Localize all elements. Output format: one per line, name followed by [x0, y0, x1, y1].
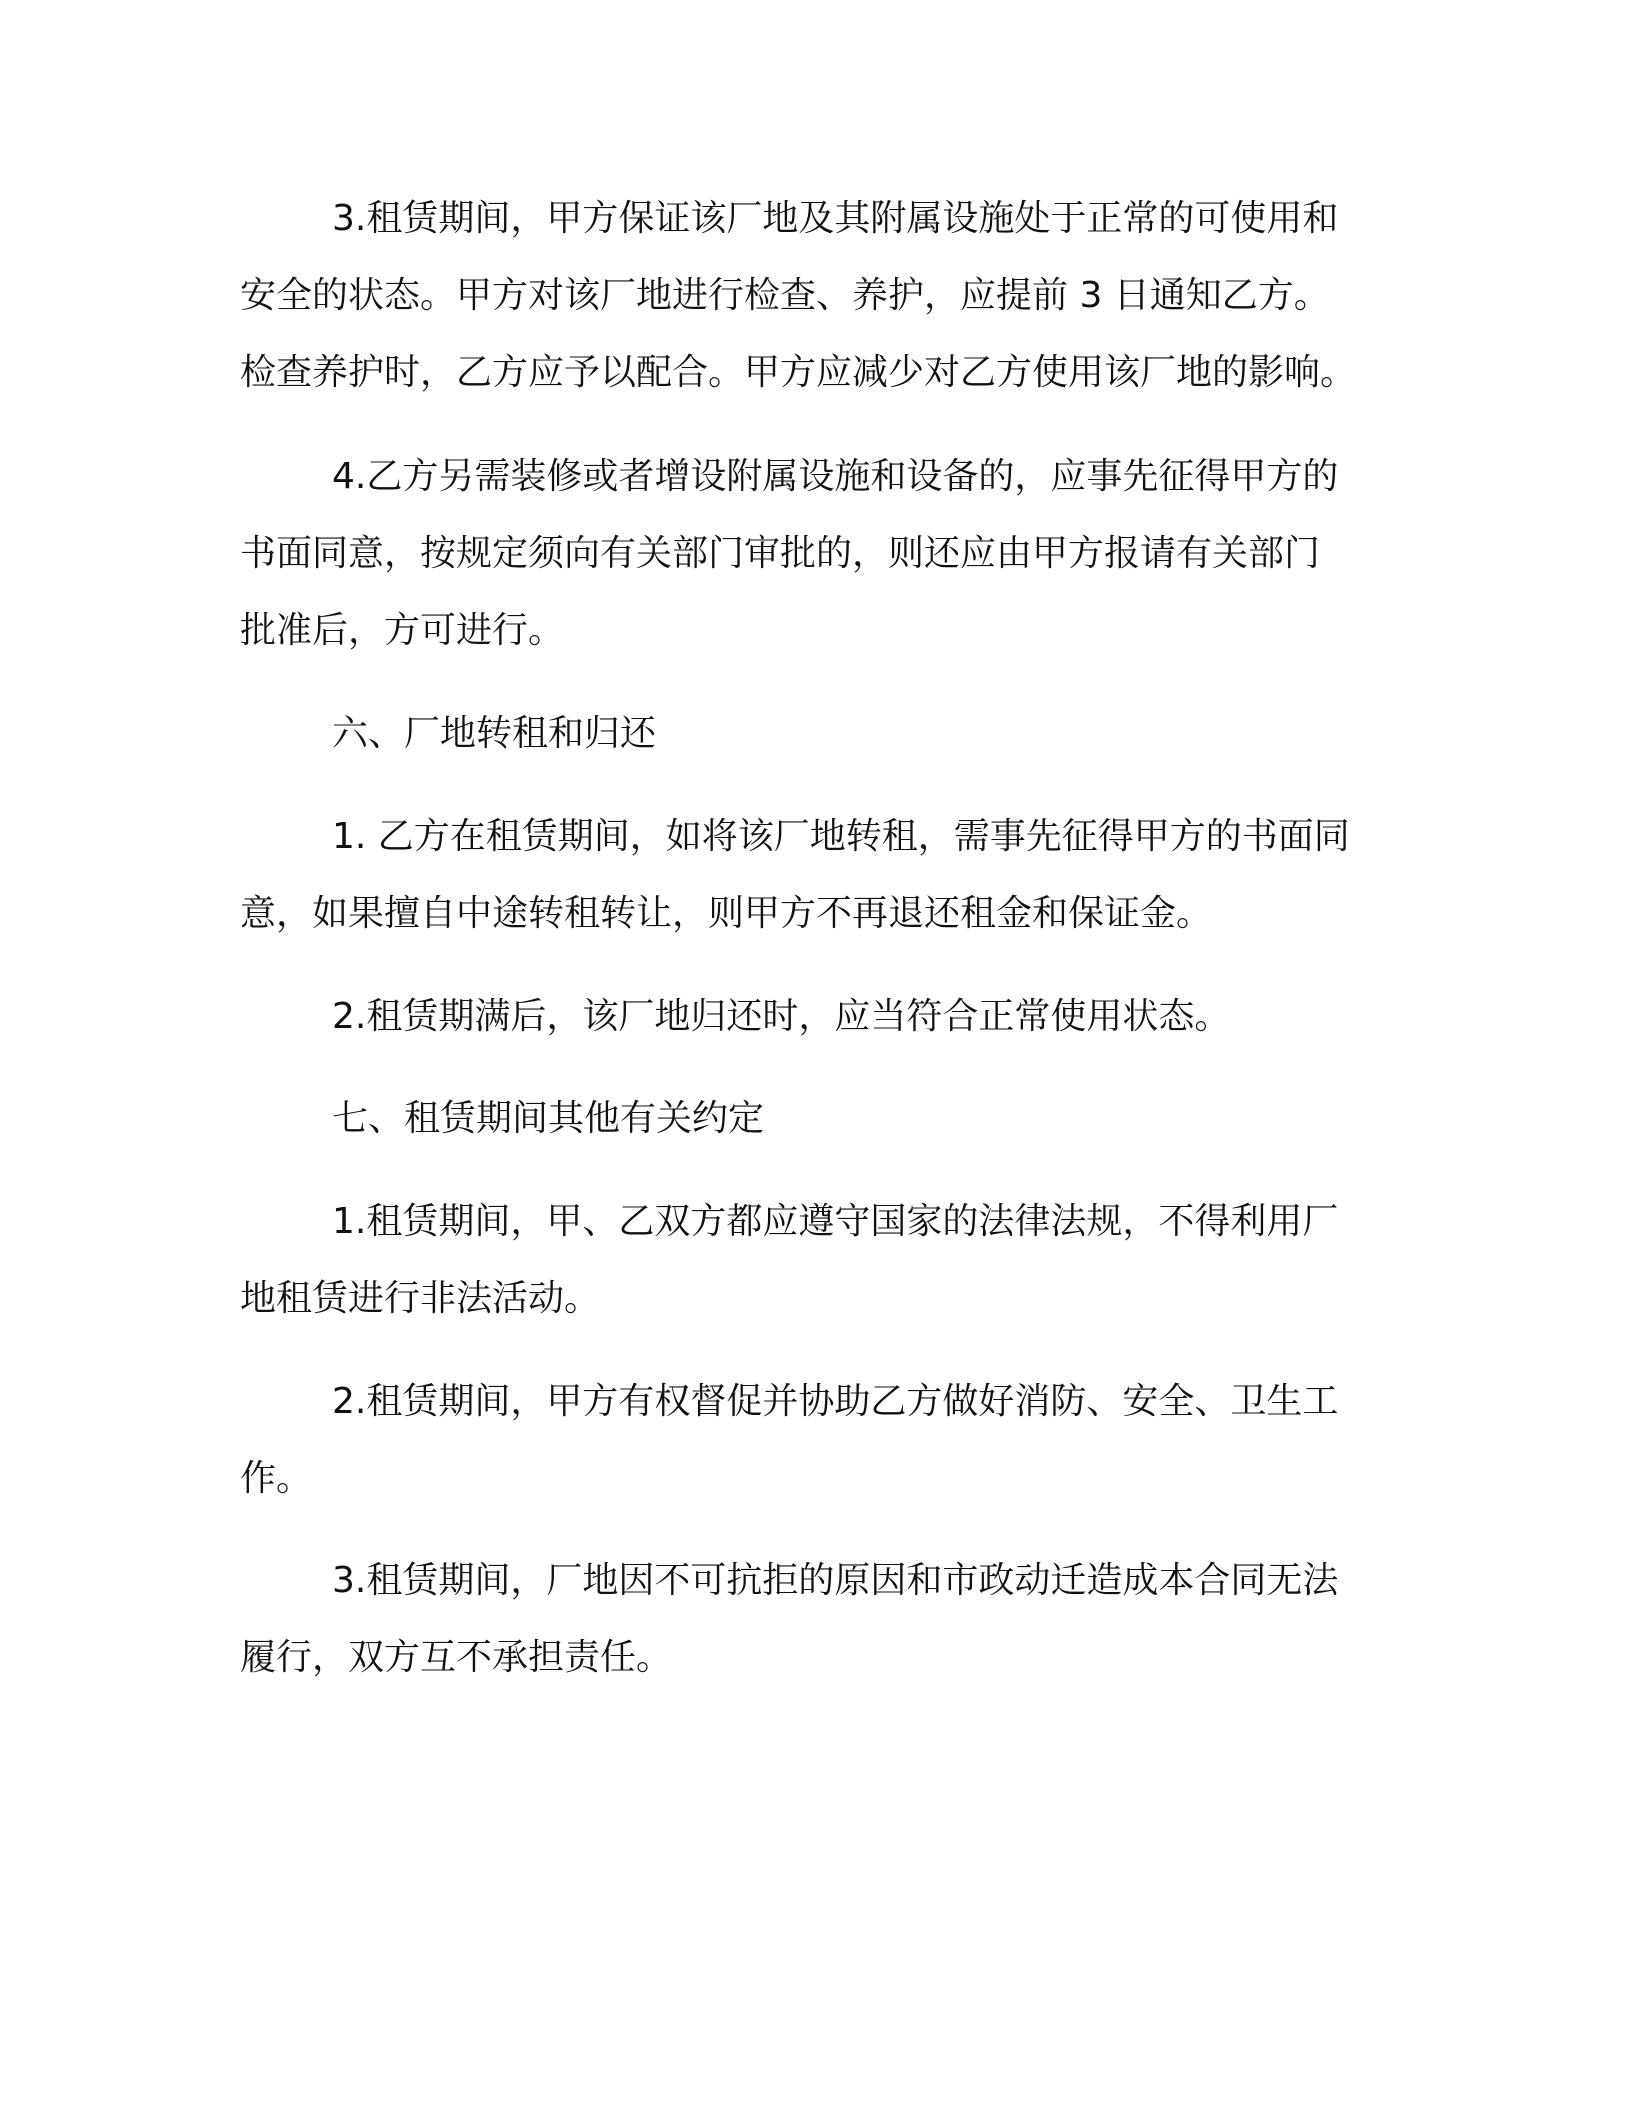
paragraph-line: 作。 — [240, 1458, 313, 1499]
paragraph-line: 履行，双方互不承担责任。 — [240, 1637, 673, 1678]
paragraph-other-1 — [240, 1183, 1388, 1337]
paragraph-clause-4-renovation — [240, 438, 1388, 669]
paragraph-line: 安全的状态。甲方对该厂地进行检查、养护，应提前 3 日通知乙方。 — [240, 275, 1330, 316]
paragraph-line: 3.租赁期间，厂地因不可抗拒的原因和市政动迁造成本合同无法 — [332, 1560, 1339, 1601]
section-heading-6 — [240, 695, 1388, 772]
paragraph-line: 意，如果擅自中途转租转让，则甲方不再退还租金和保证金。 — [240, 893, 1213, 934]
heading-line: 六、厂地转租和归还 — [332, 713, 657, 754]
paragraph-line: 2.租赁期满后，该厂地归还时，应当符合正常使用状态。 — [332, 996, 1231, 1037]
paragraph-clause-3-maintenance — [240, 180, 1388, 411]
heading-line: 七、租赁期间其他有关约定 — [332, 1098, 765, 1139]
paragraph-line: 批准后，方可进行。 — [240, 610, 565, 651]
paragraph-line: 2.租赁期间，甲方有权督促并协助乙方做好消防、安全、卫生工 — [332, 1381, 1339, 1422]
paragraph-line: 4.乙方另需装修或者增设附属设施和设备的，应事先征得甲方的 — [332, 456, 1339, 497]
paragraph-other-3 — [240, 1542, 1388, 1696]
section-heading-7 — [240, 1080, 1388, 1157]
paragraph-return — [240, 978, 1388, 1055]
paragraph-other-2 — [240, 1363, 1388, 1517]
paragraph-line: 检查养护时，乙方应予以配合。甲方应减少对乙方使用该厂地的影响。 — [240, 352, 1357, 393]
paragraph-sublease — [240, 798, 1388, 952]
paragraph-line: 3.租赁期间，甲方保证该厂地及其附属设施处于正常的可使用和 — [332, 198, 1339, 239]
paragraph-line: 1. 乙方在租赁期间，如将该厂地转租，需事先征得甲方的书面同 — [332, 816, 1350, 857]
paragraph-line: 地租赁进行非法活动。 — [240, 1278, 601, 1319]
paragraph-line: 1.租赁期间，甲、乙双方都应遵守国家的法律法规，不得利用厂 — [332, 1201, 1339, 1242]
paragraph-line: 书面同意，按规定须向有关部门审批的，则还应由甲方报请有关部门 — [240, 533, 1321, 574]
